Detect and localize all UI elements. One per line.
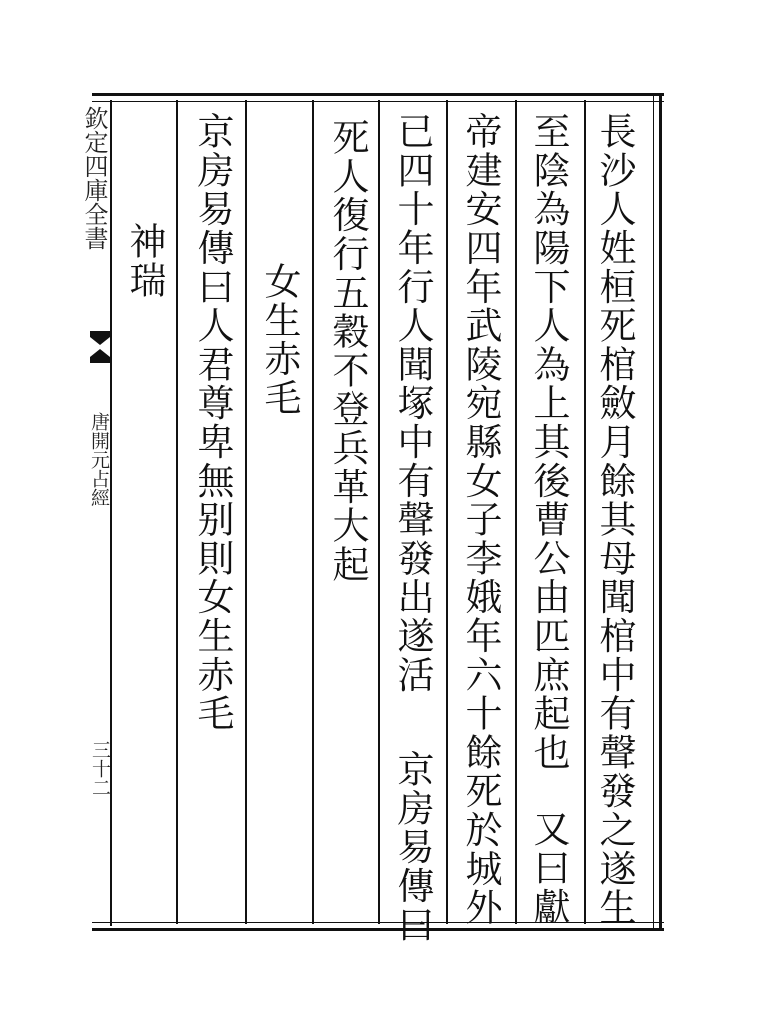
text-column-2: [526, 112, 570, 926]
column-text: 長沙人姓桓死棺斂月餘其母聞棺中有聲發之遂生: [593, 112, 636, 927]
column-rule: [378, 100, 380, 924]
column-text: 死人復行五穀不登兵革大起: [326, 118, 369, 584]
column-rule: [176, 100, 178, 924]
text-column-3: [458, 112, 502, 927]
fish-tail-emblem-icon: [88, 327, 112, 367]
text-column-7: [190, 112, 234, 733]
frame-left-border: [110, 100, 112, 926]
column-text: 京房易傳曰人君尊卑無别則女生赤毛: [191, 112, 234, 733]
column-text: 神瑞: [123, 222, 166, 300]
column-rule: [245, 100, 247, 924]
column-text-continuation: 又曰獻: [527, 809, 570, 927]
column-rule: [584, 100, 586, 924]
column-text: 已四十年行人聞塚中有聲發出遂活: [391, 112, 434, 694]
column-text: 女生赤毛: [258, 262, 301, 418]
text-column-1: [592, 112, 636, 927]
frame-right-border: [653, 93, 662, 931]
column-rule: [312, 100, 314, 924]
column-text-continuation: 京房易傳曰: [391, 750, 434, 944]
book-title: 欽定四庫全書: [80, 106, 108, 250]
page-number: 三十二: [89, 740, 111, 797]
column-rule: [446, 100, 448, 924]
chapter-title: 唐開元占經: [88, 412, 110, 507]
column-text: 帝建安四年武陵宛縣女子李娥年六十餘死於城外: [459, 112, 502, 927]
text-column-4: [390, 112, 434, 944]
column-text: 至陰為陽下人為上其後曹公由匹庶起也: [527, 112, 570, 772]
text-column-6: [257, 262, 301, 417]
column-rule: [515, 100, 517, 924]
text-column-5: [325, 118, 369, 584]
text-column-8: [122, 222, 166, 300]
